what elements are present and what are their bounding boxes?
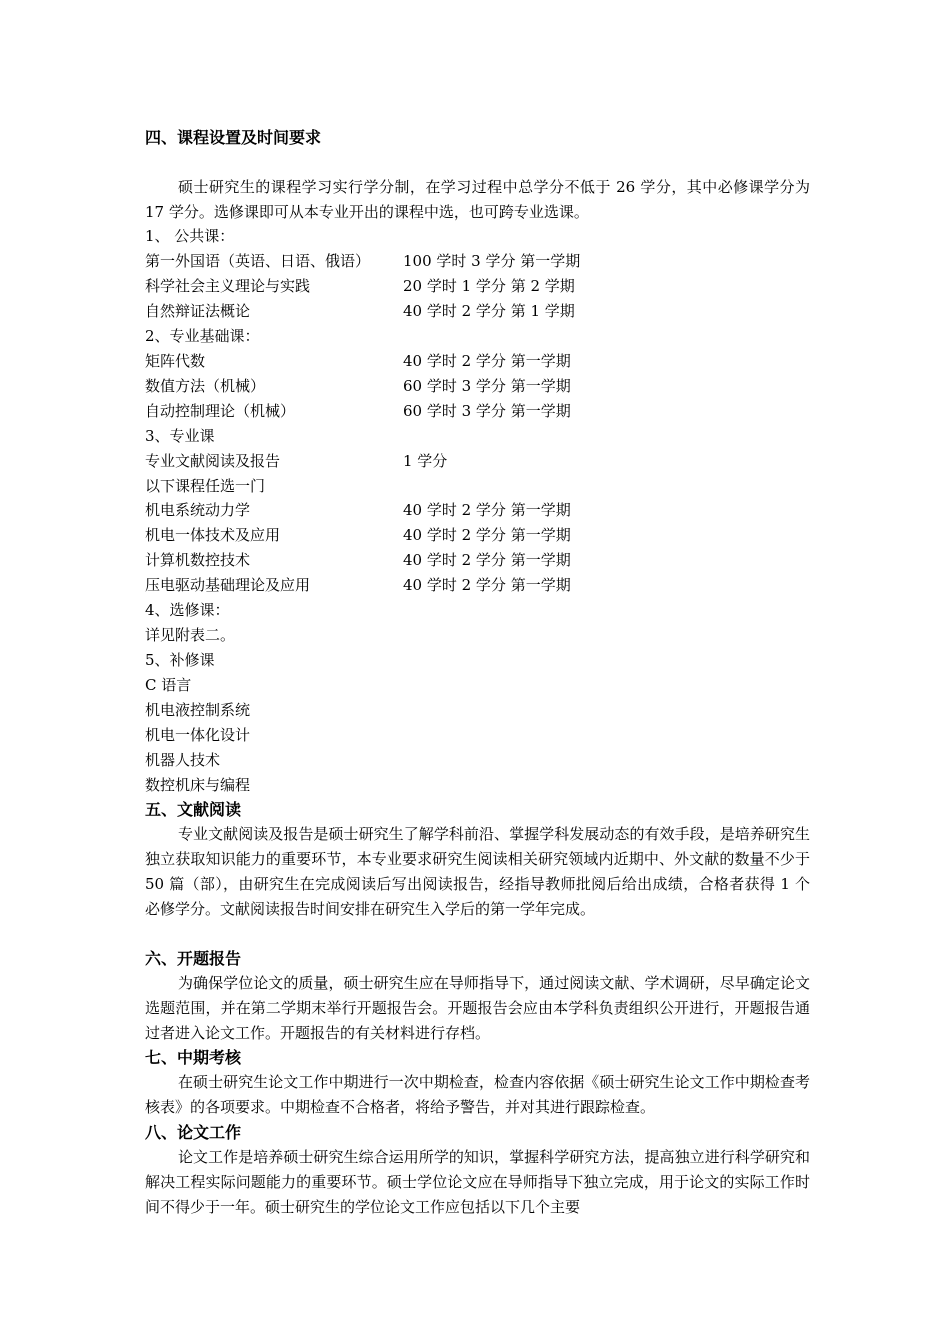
elective-note: 详见附表二。 bbox=[145, 626, 236, 644]
course-name: 科学社会主义理论与实践 bbox=[145, 277, 311, 295]
section-5-body: 专业文献阅读及报告是硕士研究生了解学科前沿、掌握学科发展动态的有效手段，是培养研究生独立获取知识能力的重要环节，本专业要求研究生阅读相关研究领域内近期中、外文献的数量不少于 50 篇（部），由研究生在完成阅读后写出阅读报告，经指导教师批阅后给出成绩，合格者获得 1 个必修学分。文献阅读报告时间安排在研究生入学后的第一学年完成。 bbox=[145, 825, 810, 918]
course-name: 数值方法（机械） bbox=[145, 377, 266, 395]
course-name: 机电系统动力学 bbox=[145, 501, 251, 519]
course-row bbox=[145, 575, 571, 595]
course-info: 40 学时 2 学分 第一学期 bbox=[403, 352, 571, 370]
remedial-courses-label: 5、补修课 bbox=[145, 651, 215, 669]
course-info: 40 学时 2 学分 第一学期 bbox=[403, 501, 571, 519]
course-info: 40 学时 2 学分 第一学期 bbox=[403, 576, 571, 594]
course-name: 自动控制理论（机械） bbox=[145, 402, 296, 420]
course-row bbox=[145, 351, 571, 371]
remedial-course: 机器人技术 bbox=[145, 751, 221, 769]
course-row bbox=[145, 251, 580, 271]
course-info: 60 学时 3 学分 第一学期 bbox=[403, 377, 571, 395]
course-info: 60 学时 3 学分 第一学期 bbox=[403, 402, 571, 420]
elective-courses-label: 4、选修课： bbox=[145, 601, 230, 619]
section-7-body: 在硕士研究生论文工作中期进行一次中期检查，检查内容依据《硕士研究生论文工作中期检查考核表》的各项要求。中期检查不合格者，将给予警告，并对其进行跟踪检查。 bbox=[145, 1073, 810, 1116]
course-info: 40 学时 2 学分 第一学期 bbox=[403, 526, 571, 544]
course-name: 机电一体技术及应用 bbox=[145, 526, 281, 544]
remedial-course: C 语言 bbox=[145, 676, 192, 694]
course-info: 100 学时 3 学分 第一学期 bbox=[403, 252, 581, 270]
section-7-heading: 七、中期考核 bbox=[145, 1048, 242, 1067]
course-name: 自然辩证法概论 bbox=[145, 302, 251, 320]
course-row bbox=[145, 451, 447, 471]
section-6-body: 为确保学位论文的质量，硕士研究生应在导师指导下，通过阅读文献、学术调研，尽早确定论文选题范围，并在第二学期末举行开题报告会。开题报告会应由本学科负责组织公开进行，开题报告通过者进入论文工作。开题报告的有关材料进行存档。 bbox=[145, 974, 810, 1042]
course-info: 40 学时 2 学分 第一学期 bbox=[403, 551, 571, 569]
course-row bbox=[145, 525, 571, 545]
remedial-course: 数控机床与编程 bbox=[145, 776, 251, 794]
course-name: 计算机数控技术 bbox=[145, 551, 251, 569]
course-info: 20 学时 1 学分 第 2 学期 bbox=[403, 277, 575, 295]
course-row bbox=[145, 550, 571, 570]
remedial-course: 机电一体化设计 bbox=[145, 726, 251, 744]
course-name: 专业文献阅读及报告 bbox=[145, 452, 281, 470]
section-6-heading: 六、开题报告 bbox=[145, 949, 242, 968]
course-row bbox=[145, 376, 571, 396]
foundation-courses-label: 2、专业基础课： bbox=[145, 327, 260, 345]
remedial-course: 机电液控制系统 bbox=[145, 701, 251, 719]
course-name: 第一外国语（英语、日语、俄语） bbox=[145, 252, 371, 270]
course-row bbox=[145, 500, 571, 520]
section-4-heading: 四、课程设置及时间要求 bbox=[145, 128, 322, 147]
public-courses-label: 1、 公共课： bbox=[145, 227, 235, 245]
major-courses-label: 3、专业课 bbox=[145, 427, 215, 445]
section-8-body: 论文工作是培养硕士研究生综合运用所学的知识，掌握科学研究方法，提高独立进行科学研究和解决工程实际问题能力的重要环节。硕士学位论文应在导师指导下独立完成，用于论文的实际工作时间不得少于一年。硕士研究生的学位论文工作应包括以下几个主要 bbox=[145, 1148, 810, 1216]
course-info: 40 学时 2 学分 第 1 学期 bbox=[403, 302, 575, 320]
choose-one-label: 以下课程任选一门 bbox=[145, 477, 266, 495]
section-4-intro: 硕士研究生的课程学习实行学分制，在学习过程中总学分不低于 26 学分，其中必修课学分为 17 学分。选修课即可从本专业开出的课程中选，也可跨专业选课。 bbox=[145, 178, 810, 221]
section-5-heading: 五、文献阅读 bbox=[145, 800, 242, 819]
course-name: 矩阵代数 bbox=[145, 352, 206, 370]
section-8-heading: 八、论文工作 bbox=[145, 1123, 242, 1142]
course-row bbox=[145, 401, 571, 421]
course-name: 压电驱动基础理论及应用 bbox=[145, 576, 311, 594]
course-row bbox=[145, 301, 575, 321]
course-info: 1 学分 bbox=[403, 452, 448, 470]
course-row bbox=[145, 276, 575, 296]
